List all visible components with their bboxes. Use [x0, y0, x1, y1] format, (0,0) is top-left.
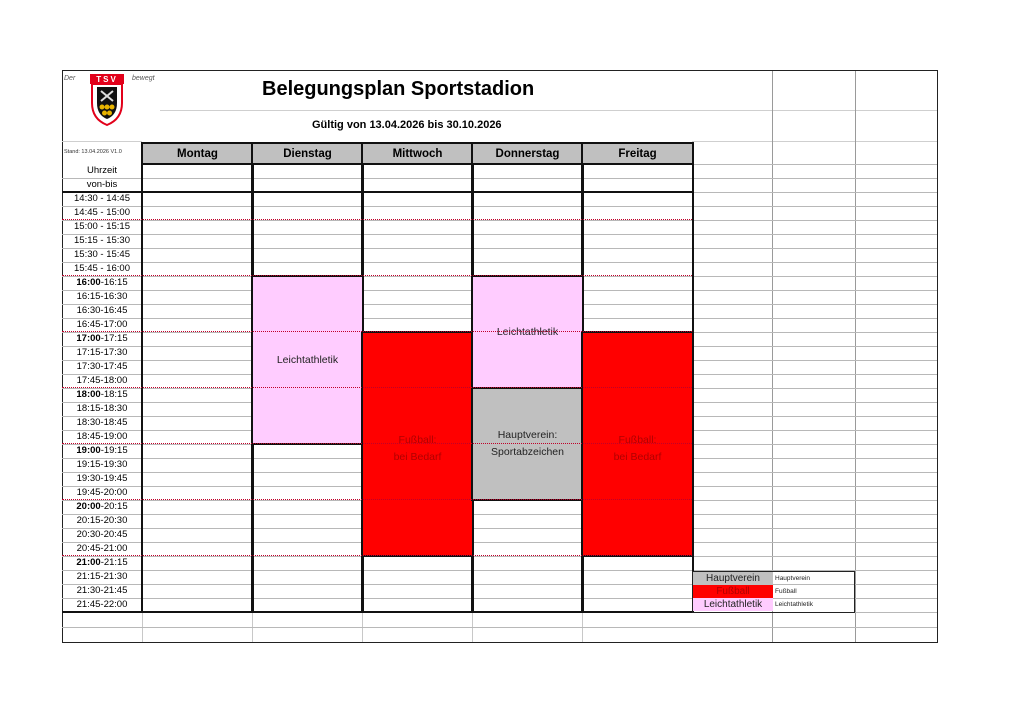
time-slot-range: 15:45 - 16:00	[74, 263, 130, 274]
tsv-crest-icon	[84, 73, 130, 127]
grid-hline	[692, 178, 937, 179]
time-slot	[62, 500, 142, 514]
time-slot-range: 18:30-18:45	[76, 417, 128, 428]
time-slot	[62, 234, 142, 248]
time-slot-range: -18:15	[100, 389, 128, 400]
time-slot	[62, 444, 142, 458]
time-slot-range: 15:00 - 15:15	[74, 221, 130, 232]
time-slot	[62, 556, 142, 570]
booking-label: Leichtathletik	[496, 325, 559, 338]
time-slot	[62, 360, 142, 374]
time-slot-range: 17:15-17:30	[76, 347, 128, 358]
time-slot	[62, 332, 142, 346]
booking-mittwoch-fussball[interactable]	[361, 331, 474, 557]
time-slot-range: 16:30-16:45	[76, 305, 128, 316]
time-slot-hour: 19:00	[76, 445, 101, 456]
time-slot-range: 17:30-17:45	[76, 361, 128, 372]
booking-dienstag-leichtathletik[interactable]	[251, 275, 364, 445]
time-slot-range: -20:15	[100, 501, 128, 512]
time-slot	[62, 486, 142, 500]
legend-swatch: Leichtathletik	[693, 598, 773, 611]
legend-label: Hauptverein	[775, 575, 811, 582]
svg-text:TSV: TSV	[96, 75, 118, 84]
booking-label: Hauptverein:	[497, 429, 558, 441]
time-slot-range: 20:15-20:30	[76, 515, 128, 526]
club-logo	[64, 73, 164, 129]
version-stamp: Stand: 13.04.2026 V1.0	[64, 149, 122, 155]
time-slot-range: 17:45-18:00	[76, 375, 128, 386]
time-slot-hour: 16:00	[76, 277, 101, 288]
hour-divider-line	[62, 443, 692, 444]
legend-item-fussball	[693, 585, 853, 598]
time-slot	[62, 374, 142, 388]
hour-divider-line	[62, 219, 692, 220]
time-slot-range: 15:15 - 15:30	[74, 235, 130, 246]
time-slot	[62, 570, 142, 584]
day-header-dienstag: Dienstag	[251, 142, 364, 165]
time-slot	[62, 584, 142, 598]
grid-hline	[62, 627, 937, 628]
time-slot-range: -19:15	[100, 445, 128, 456]
time-slot-range: 16:15-16:30	[76, 291, 128, 302]
time-slot-range: 19:15-19:30	[76, 459, 128, 470]
logo-bewegt-text: bewegt	[132, 75, 155, 82]
time-slot-range: 14:30 - 14:45	[74, 193, 130, 204]
time-slot-range: 15:30 - 15:45	[74, 249, 130, 260]
time-slot-range: 18:15-18:30	[76, 403, 128, 414]
time-slot	[62, 304, 142, 318]
stand-divider	[62, 141, 142, 142]
time-slot	[62, 262, 142, 276]
time-slot	[62, 472, 142, 486]
grid-hline	[692, 192, 937, 193]
booking-label: Fußball:	[618, 434, 657, 446]
booking-donnerstag-leichtathletik[interactable]	[471, 275, 584, 389]
time-slot-hour: 21:00	[76, 557, 101, 568]
time-header-label: Uhrzeit	[86, 165, 118, 176]
time-slot-range: 21:15-21:30	[76, 571, 128, 582]
booking-sublabel: Sportabzeichen	[491, 446, 564, 458]
time-slot-range: -16:15	[100, 277, 128, 288]
time-slot	[62, 192, 142, 206]
time-slot-range: -21:15	[100, 557, 128, 568]
time-slot	[62, 458, 142, 472]
logo-der-text: Der	[64, 75, 76, 82]
time-slot	[62, 514, 142, 528]
time-slot-hour: 17:00	[76, 333, 101, 344]
booking-label: Leichtathletik	[276, 353, 339, 366]
day-header-donnerstag: Donnerstag	[471, 142, 584, 165]
time-slot	[62, 402, 142, 416]
booking-freitag-fussball[interactable]	[581, 331, 694, 557]
time-slot-range: -17:15	[100, 333, 128, 344]
hour-divider-line	[62, 331, 692, 332]
booking-sublabel: bei Bedarf	[613, 451, 662, 463]
time-slot	[62, 346, 142, 360]
title-divider	[160, 110, 937, 111]
validity-period: Gültig von 13.04.2026 bis 30.10.2026	[312, 119, 502, 131]
time-slot-range: 18:45-19:00	[76, 431, 128, 442]
header-bottom-border	[62, 191, 694, 193]
time-slot-range: 20:45-21:00	[76, 543, 128, 554]
time-header-range: von-bis	[86, 179, 118, 190]
hour-divider-line	[62, 387, 692, 388]
time-slot-range: 21:30-21:45	[76, 585, 128, 596]
time-slot-range: 19:45-20:00	[76, 487, 128, 498]
page-title: Belegungsplan Sportstadion	[262, 78, 535, 100]
booking-label: Fußball:	[398, 434, 437, 446]
legend-label: Fußball	[775, 588, 797, 595]
day-header-freitag: Freitag	[581, 142, 694, 165]
time-slot-range: 16:45-17:00	[76, 319, 128, 330]
time-slot	[62, 220, 142, 234]
time-slot	[62, 542, 142, 556]
schedule-bottom-border	[62, 611, 694, 613]
time-slot	[62, 388, 142, 402]
time-slot-hour: 20:00	[76, 501, 101, 512]
legend-swatch: Fußball	[693, 585, 773, 598]
time-slot	[62, 318, 142, 332]
time-slot	[62, 276, 142, 290]
booking-sublabel: bei Bedarf	[393, 451, 442, 463]
time-slot	[62, 528, 142, 542]
legend-swatch: Hauptverein	[693, 572, 773, 585]
time-slot-hour: 18:00	[76, 389, 101, 400]
time-slot-range: 20:30-20:45	[76, 529, 128, 540]
time-slot-range: 14:45 - 15:00	[74, 207, 130, 218]
day-header-montag: Montag	[141, 142, 254, 165]
booking-donnerstag-hauptverein[interactable]	[471, 387, 584, 501]
time-slot-range: 19:30-19:45	[76, 473, 128, 484]
right-top-divider	[692, 141, 937, 142]
legend	[692, 571, 855, 613]
time-slot-range: 21:45-22:00	[76, 599, 128, 610]
legend-item-hauptverein	[693, 572, 853, 585]
grid-hline	[692, 164, 937, 165]
time-slot	[62, 416, 142, 430]
day-header-mittwoch: Mittwoch	[361, 142, 474, 165]
time-slot	[62, 248, 142, 262]
legend-label: Leichtathletik	[775, 601, 813, 608]
hour-divider-line	[62, 499, 692, 500]
time-slot	[62, 598, 142, 612]
legend-item-leichtathletik	[693, 598, 853, 611]
hour-divider-line	[62, 555, 692, 556]
time-slot	[62, 206, 142, 220]
time-slot	[62, 430, 142, 444]
time-slot	[62, 290, 142, 304]
hour-divider-line	[62, 275, 692, 276]
column-montag	[141, 164, 254, 613]
